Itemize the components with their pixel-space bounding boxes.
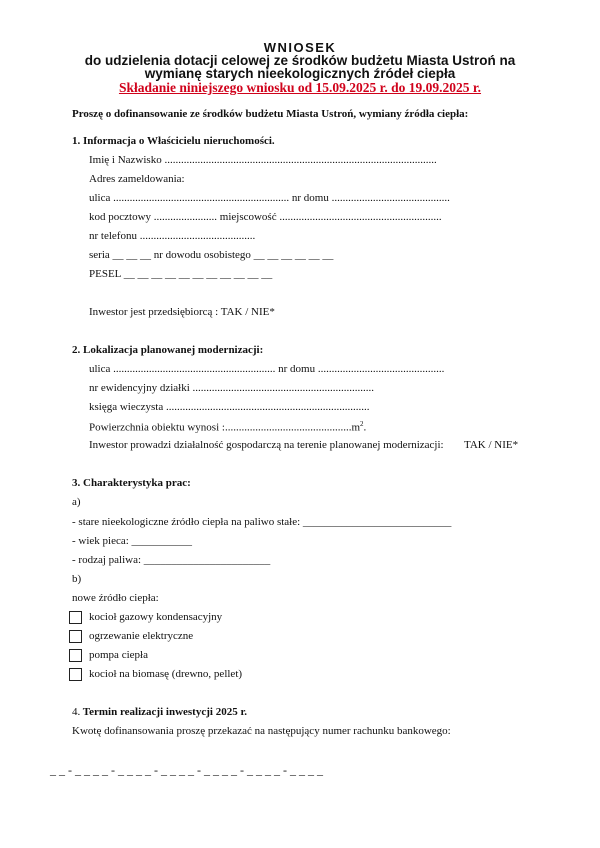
submission-deadline: Składanie niniejszego wniosku od 15.09.2025 r. do 19.09.2025 r.	[118, 80, 482, 95]
business-activity-answer[interactable]: TAK / NIE*	[464, 439, 519, 451]
section4-title: 4. Termin realizacji inwestycji 2025 r.	[72, 706, 248, 718]
checkbox-heat-pump[interactable]	[69, 649, 82, 662]
option-electric-heating: ogrzewanie elektryczne	[89, 630, 194, 642]
id-document-field[interactable]: seria __ __ __ nr dowodu osobistego __ __ __ __ __ __	[89, 249, 334, 261]
subsection-a-label: a)	[72, 496, 81, 508]
plot-number-field[interactable]: nr ewidencyjny działki ..................................................................	[89, 382, 375, 394]
furnace-age-field[interactable]: - wiek pieca: ___________	[72, 535, 193, 547]
document-title: WNIOSEK	[263, 40, 337, 55]
checkbox-gas-boiler[interactable]	[69, 611, 82, 624]
new-heat-source-label: nowe źródło ciepła:	[72, 592, 159, 604]
option-biomass-boiler: kocioł na biomasę (drewno, pellet)	[89, 668, 243, 680]
owner-street-field[interactable]: ulica ................................................................ nr domu ...........................................	[89, 192, 450, 204]
address-label: Adres zameldowania:	[89, 173, 185, 185]
entrepreneur-question[interactable]: Inwestor jest przedsiębiorcą : TAK / NIE*	[89, 306, 275, 318]
owner-name-field[interactable]: Imię i Nazwisko ...................................................................................................	[89, 154, 437, 166]
checkbox-electric-heating[interactable]	[69, 630, 82, 643]
business-activity-question: Inwestor prowadzi działalność gospodarczą na terenie planowanej modernizacji:	[89, 439, 444, 451]
option-gas-boiler: kocioł gazowy kondensacyjny	[89, 611, 223, 623]
document-subtitle-line2: wymianę starych nieekologicznych źródeł ciepła	[144, 66, 456, 81]
intro-text: Proszę o dofinansowanie ze środków budżetu Miasta Ustroń, wymiany źródła ciepła:	[72, 108, 469, 120]
land-register-field[interactable]: księga wieczysta ..........................................................................	[89, 401, 370, 413]
building-area-field[interactable]: Powierzchnia obiektu wynosi $:..............................................m^2$.	[89, 420, 367, 434]
bank-account-number-field[interactable]: _ _ - _ _ _ _ - _ _ _ _ - _ _ _ _ - _ _ _ _ - _ _ _ _ - _ _ _ _	[50, 763, 323, 777]
owner-phone-field[interactable]: nr telefonu ..........................................	[89, 230, 256, 242]
old-heat-source-field[interactable]: - stare nieekologiczne źródło ciepła na paliwo stałe: ___________________________	[72, 516, 452, 528]
section2-title: 2. Lokalizacja planowanej modernizacji:	[72, 344, 264, 356]
fuel-type-field[interactable]: - rodzaj paliwa: _______________________	[72, 554, 271, 566]
document-subtitle-line1: do udzielenia dotacji celowej ze środków budżetu Miasta Ustroń na	[84, 53, 516, 68]
section1-title: 1. Informacja o Właścicielu nieruchomości.	[72, 135, 275, 147]
option-heat-pump: pompa ciepła	[89, 649, 148, 661]
location-street-field[interactable]: ulica ........................................................... nr domu ..............................................	[89, 363, 445, 375]
section3-title: 3. Charakterystyka prac:	[72, 477, 191, 489]
checkbox-biomass-boiler[interactable]	[69, 668, 82, 681]
pesel-field[interactable]: PESEL __ __ __ __ __ __ __ __ __ __ __	[89, 268, 273, 280]
owner-postal-field[interactable]: kod pocztowy ....................... miejscowość ...........................................................	[89, 211, 442, 223]
bank-account-instruction: Kwotę dofinansowania proszę przekazać na następujący numer rachunku bankowego:	[72, 725, 451, 737]
subsection-b-label: b)	[72, 573, 82, 585]
